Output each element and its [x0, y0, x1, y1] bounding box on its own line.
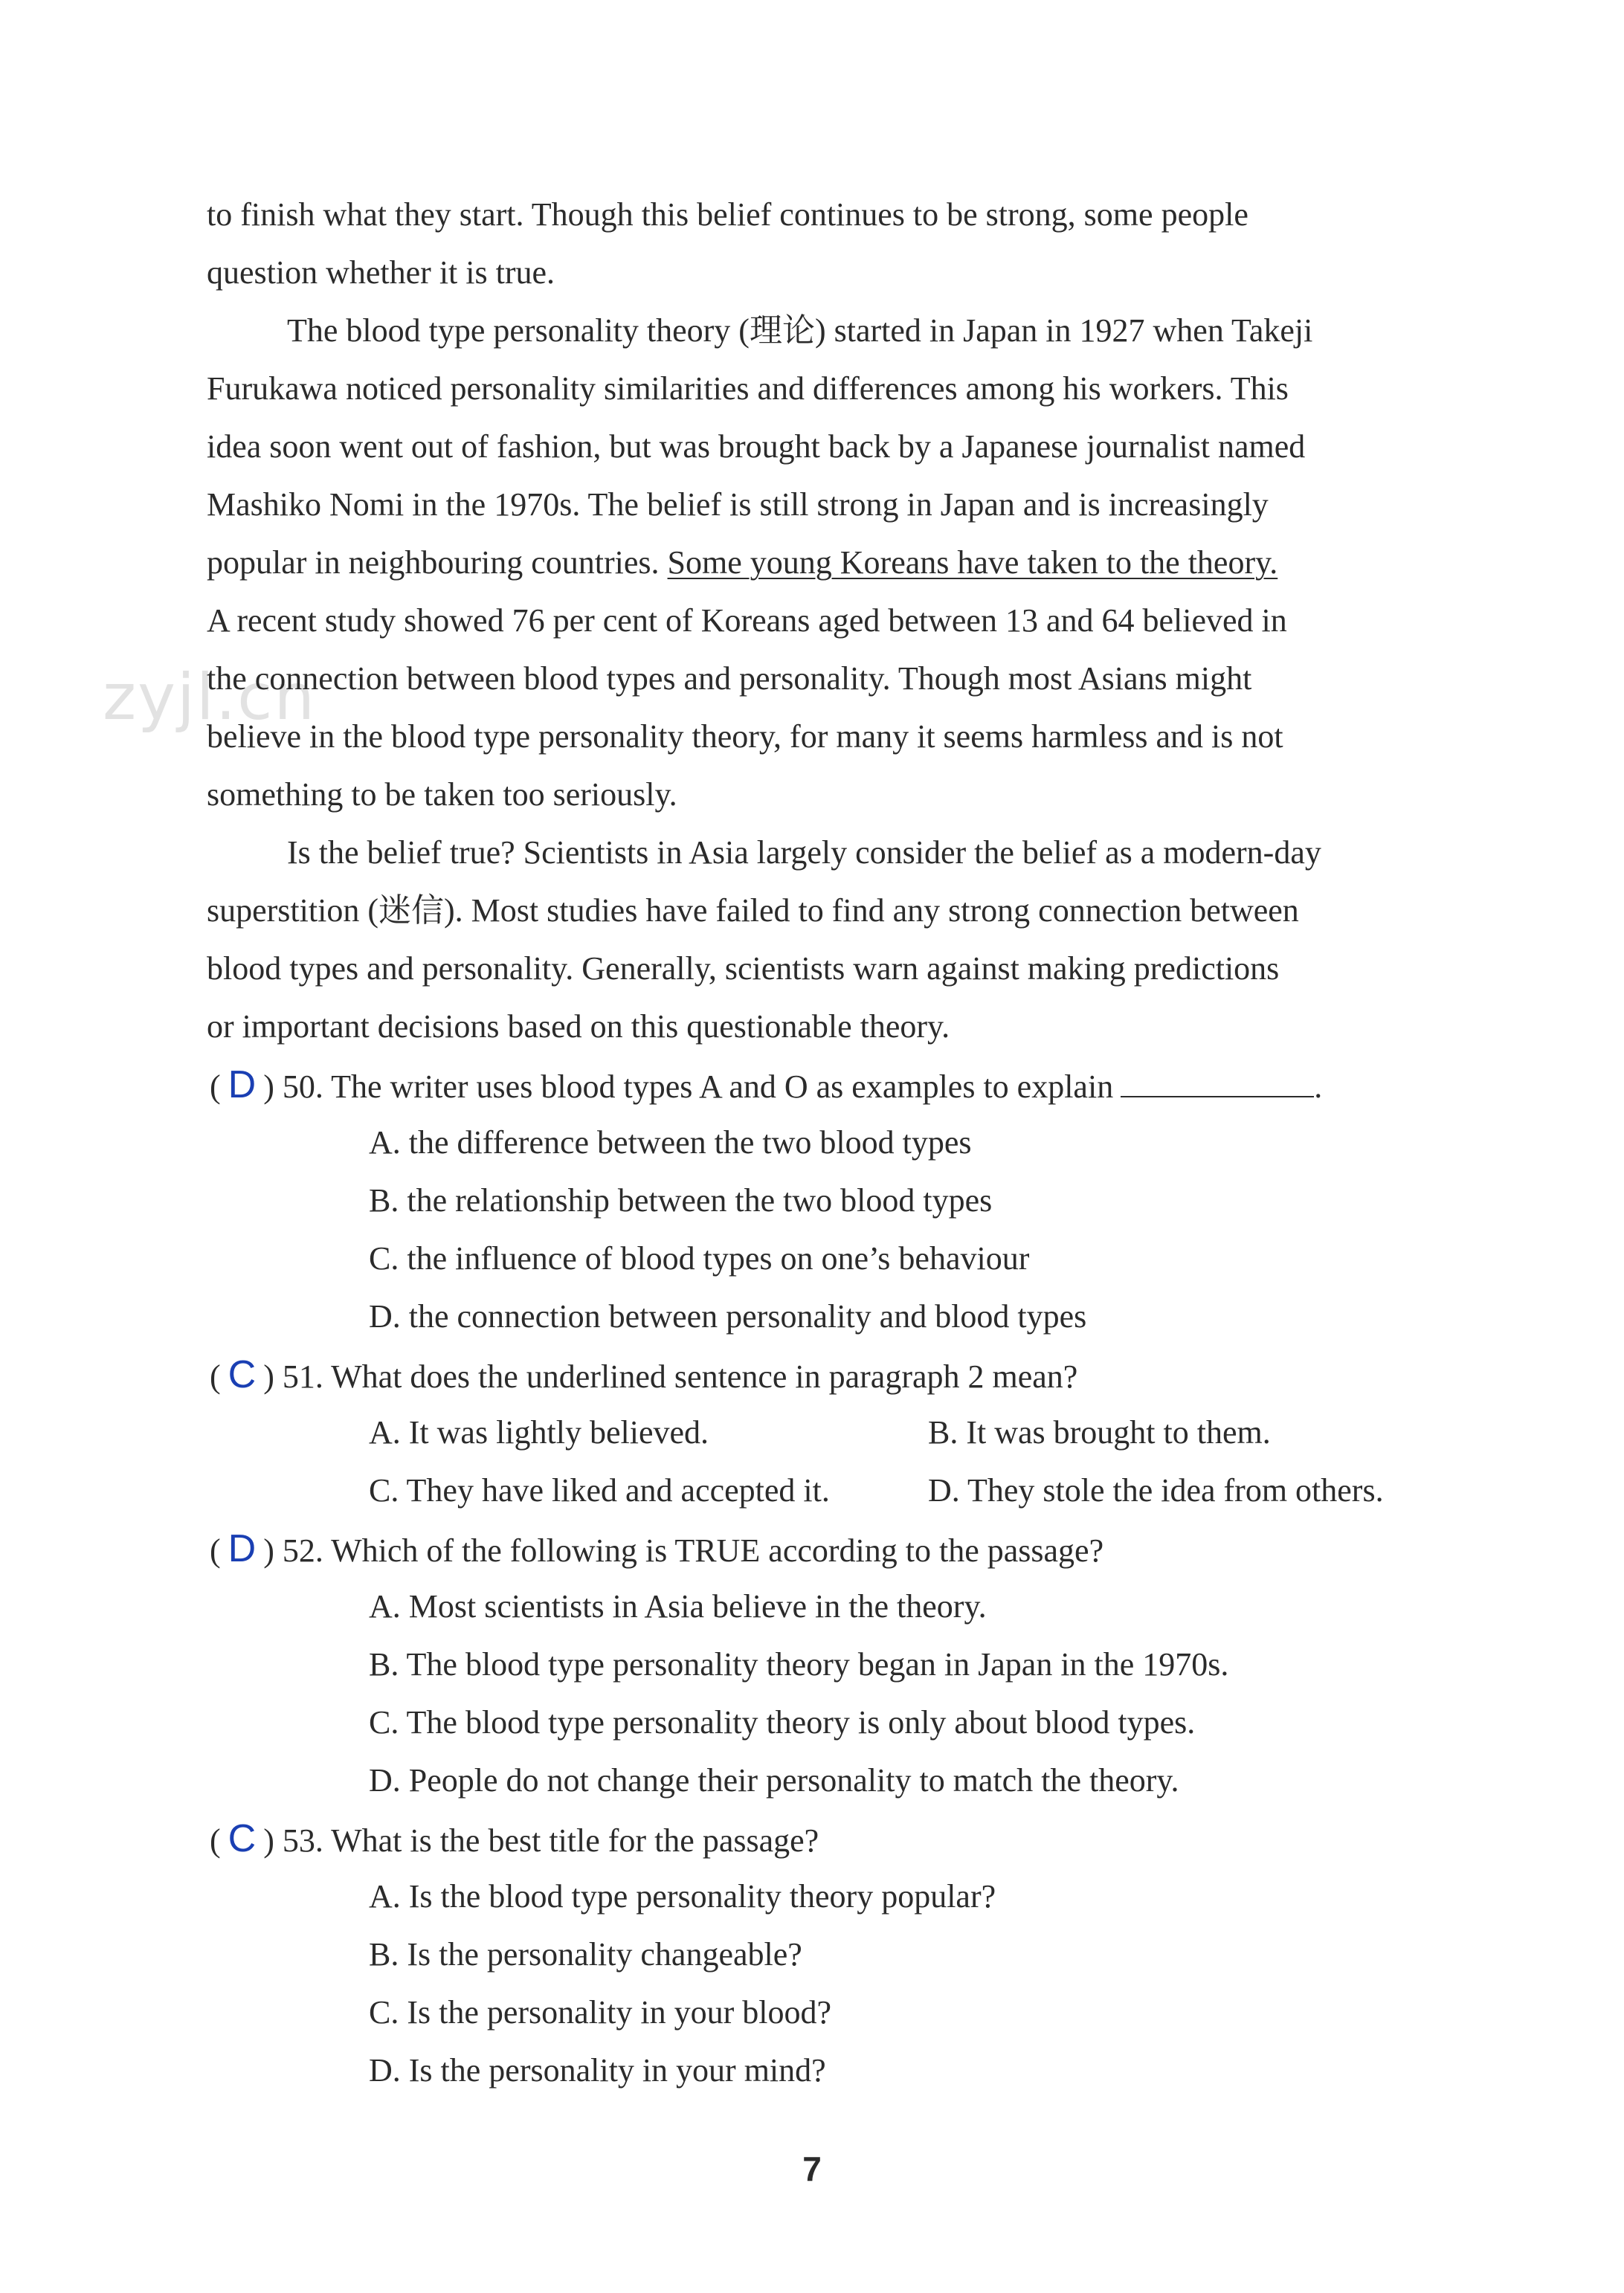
option: A. Most scientists in Asia believe in the theory.: [369, 1588, 987, 1625]
paren: (: [210, 1068, 221, 1105]
option: D. They stole the idea from others.: [928, 1472, 1384, 1509]
passage-line: Is the belief true? Scientists in Asia largely consider the belief as a modern-day: [287, 834, 1321, 871]
option: D. People do not change their personality to match the theory.: [369, 1762, 1179, 1799]
passage-line: believe in the blood type personality theory, for many it seems harmless and is not: [207, 718, 1283, 755]
question-stem: ) 50. The writer uses blood types A and O as examples to explain: [263, 1068, 1114, 1105]
answer-mark: D: [228, 1527, 257, 1570]
option: C. The blood type personality theory is only about blood types.: [369, 1704, 1196, 1741]
question-52: [210, 1529, 1103, 1571]
option: C. the influence of blood types on one’s behaviour: [369, 1240, 1030, 1277]
question-end: .: [1314, 1068, 1323, 1105]
paren: (: [210, 1532, 221, 1569]
question-stem: ) 51. What does the underlined sentence in paragraph 2 mean?: [263, 1358, 1078, 1395]
page-number: 7: [802, 2150, 822, 2188]
option: C. Is the personality in your blood?: [369, 1994, 832, 2031]
passage-line: question whether it is true.: [207, 254, 555, 291]
passage-line: Furukawa noticed personality similarities and differences among his workers. This: [207, 370, 1289, 407]
option: C. They have liked and accepted it.: [369, 1472, 830, 1509]
option: D. Is the personality in your mind?: [369, 2052, 826, 2089]
option: A. It was lightly believed.: [369, 1414, 709, 1451]
underlined-sentence: Some young Koreans have taken to the theory.: [667, 544, 1278, 581]
question-50: [210, 1065, 1322, 1107]
answer-blank: [1121, 1071, 1314, 1097]
passage-line: The blood type personality theory (理论) started in Japan in 1927 when Takeji: [287, 312, 1313, 349]
passage-line: something to be taken too seriously.: [207, 776, 677, 813]
passage-text: popular in neighbouring countries.: [207, 544, 668, 581]
paren: (: [210, 1358, 221, 1395]
question-53: [210, 1819, 819, 1861]
option: A. the difference between the two blood types: [369, 1124, 972, 1161]
question-stem: ) 53. What is the best title for the passage?: [263, 1822, 819, 1859]
watermark: zyjl.cn: [103, 660, 316, 735]
passage-line: A recent study showed 76 per cent of Koreans aged between 13 and 64 believed in: [207, 602, 1287, 639]
answer-mark: C: [228, 1353, 257, 1396]
passage-line: [207, 543, 1277, 583]
option: B. It was brought to them.: [928, 1414, 1271, 1451]
option: B. Is the personality changeable?: [369, 1936, 802, 1973]
passage-line: blood types and personality. Generally, scientists warn against making predictions: [207, 950, 1280, 987]
answer-mark: D: [228, 1063, 257, 1106]
passage-line: to finish what they start. Though this belief continues to be strong, some people: [207, 196, 1248, 233]
question-stem: ) 52. Which of the following is TRUE according to the passage?: [263, 1532, 1104, 1569]
option: B. the relationship between the two blood types: [369, 1182, 993, 1219]
passage-line: the connection between blood types and personality. Though most Asians might: [207, 660, 1252, 697]
question-51: [210, 1355, 1077, 1397]
passage-line: or important decisions based on this questionable theory.: [207, 1008, 950, 1045]
option: B. The blood type personality theory began in Japan in the 1970s.: [369, 1646, 1229, 1683]
paren: (: [210, 1822, 221, 1859]
passage-line: superstition (迷信). Most studies have failed to find any strong connection between: [207, 892, 1299, 929]
option: D. the connection between personality and blood types: [369, 1298, 1087, 1335]
option: A. Is the blood type personality theory popular?: [369, 1878, 996, 1915]
passage-line: idea soon went out of fashion, but was brought back by a Japanese journalist named: [207, 428, 1306, 465]
passage-line: Mashiko Nomi in the 1970s. The belief is still strong in Japan and is increasingly: [207, 486, 1269, 523]
answer-mark: C: [228, 1817, 257, 1860]
